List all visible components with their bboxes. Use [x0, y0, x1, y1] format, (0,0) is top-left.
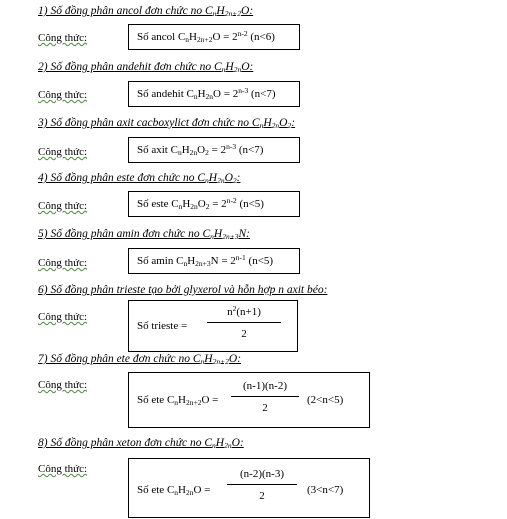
- section-8-numerator: (n-2)(n-3): [240, 468, 284, 480]
- section-8-formula-box: [128, 458, 370, 518]
- section-6-prefix: Số trieste =: [137, 320, 188, 332]
- section-2-heading: 2) Số đồng phân andehit đơn chức no $C_nH_{2n}O$:: [38, 61, 254, 74]
- section-4-label: Công thức:: [38, 200, 88, 212]
- section-7-condition: (2<n<5): [307, 394, 344, 406]
- section-3-formula: Số axit $C_nH_{2n}O_2 = 2^{n-3}$ (n<7): [137, 142, 264, 157]
- section-3-heading: 3) Số đồng phân axit cacboxylict đơn chức no $C_nH_{2n}O_2$:: [38, 117, 296, 130]
- section-3-formula-box: [128, 137, 300, 163]
- section-6-formula-box: [128, 300, 298, 352]
- section-4-heading: 4) Số đồng phân este đơn chức no $C_nH_{2n}O_2$:: [38, 172, 241, 185]
- section-4-formula-box: [128, 191, 300, 217]
- section-7-formula-box: [128, 372, 370, 428]
- section-8-fraction-bar: [227, 484, 297, 485]
- section-5-formula-box: [128, 248, 300, 274]
- section-4-formula: Số este $C_nH_{2n}O_2 = 2^{n-2}$ (n<5): [137, 196, 264, 211]
- section-1-label: Công thức:: [38, 32, 88, 44]
- section-6-numerator: $n^2(n+1)$: [227, 304, 261, 318]
- section-7-fraction: [231, 379, 299, 421]
- section-1-formula-box: [128, 24, 300, 50]
- section-5-formula: Số amin $C_nH_{2n+3}N = 2^{n-1}$ (n<5): [137, 253, 274, 268]
- section-6-fraction: [207, 305, 281, 347]
- section-7-denominator: 2: [262, 402, 268, 414]
- section-8-formula-prefix: Số ete $C_nH_{2n}O$ =: [137, 484, 211, 497]
- section-6-heading: 6) Số đồng phân trieste tạo bởi glyxerol và hỗn hợp n axit béo:: [38, 284, 328, 296]
- section-7-fraction-bar: [231, 396, 299, 397]
- section-8-fraction: [227, 467, 297, 511]
- section-8-denominator: 2: [259, 490, 265, 502]
- section-5-heading: 5) Số đồng phân amin đơn chức no $C_nH_{2n+3}N$:: [38, 228, 250, 241]
- section-7-formula-prefix: Số ete $C_nH_{2n+2}O$ =: [137, 394, 219, 407]
- section-7-heading: 7) Số đồng phân ete đơn chức no $C_nH_{2n+2}O$:: [38, 353, 242, 366]
- section-7-label: Công thức:: [38, 379, 88, 391]
- section-1-formula: Số ancol $C_nH_{2n+2}O = 2^{n-2}$ (n<6): [137, 29, 275, 44]
- section-1-heading: 1) Số đồng phân ancol đơn chức no $C_nH_{2n+2}O$:: [38, 5, 254, 18]
- section-6-label: Công thức:: [38, 311, 88, 323]
- section-8-heading: 8) Số đồng phân xeton đơn chức no $C_nH_{2n}O$:: [38, 437, 244, 450]
- section-8-condition: (3<n<7): [307, 484, 344, 496]
- section-8-label: Công thức:: [38, 463, 88, 475]
- section-2-formula: Số andehit $C_nH_{2n}O = 2^{n-3}$ (n<7): [137, 86, 276, 101]
- section-5-label: Công thức:: [38, 257, 88, 269]
- section-7-numerator: (n-1)(n-2): [243, 380, 287, 392]
- section-2-formula-box: [128, 81, 300, 107]
- section-2-label: Công thức:: [38, 89, 88, 101]
- section-3-label: Công thức:: [38, 146, 88, 158]
- section-6-fraction-bar: [207, 322, 281, 323]
- section-6-denominator: 2: [241, 328, 247, 340]
